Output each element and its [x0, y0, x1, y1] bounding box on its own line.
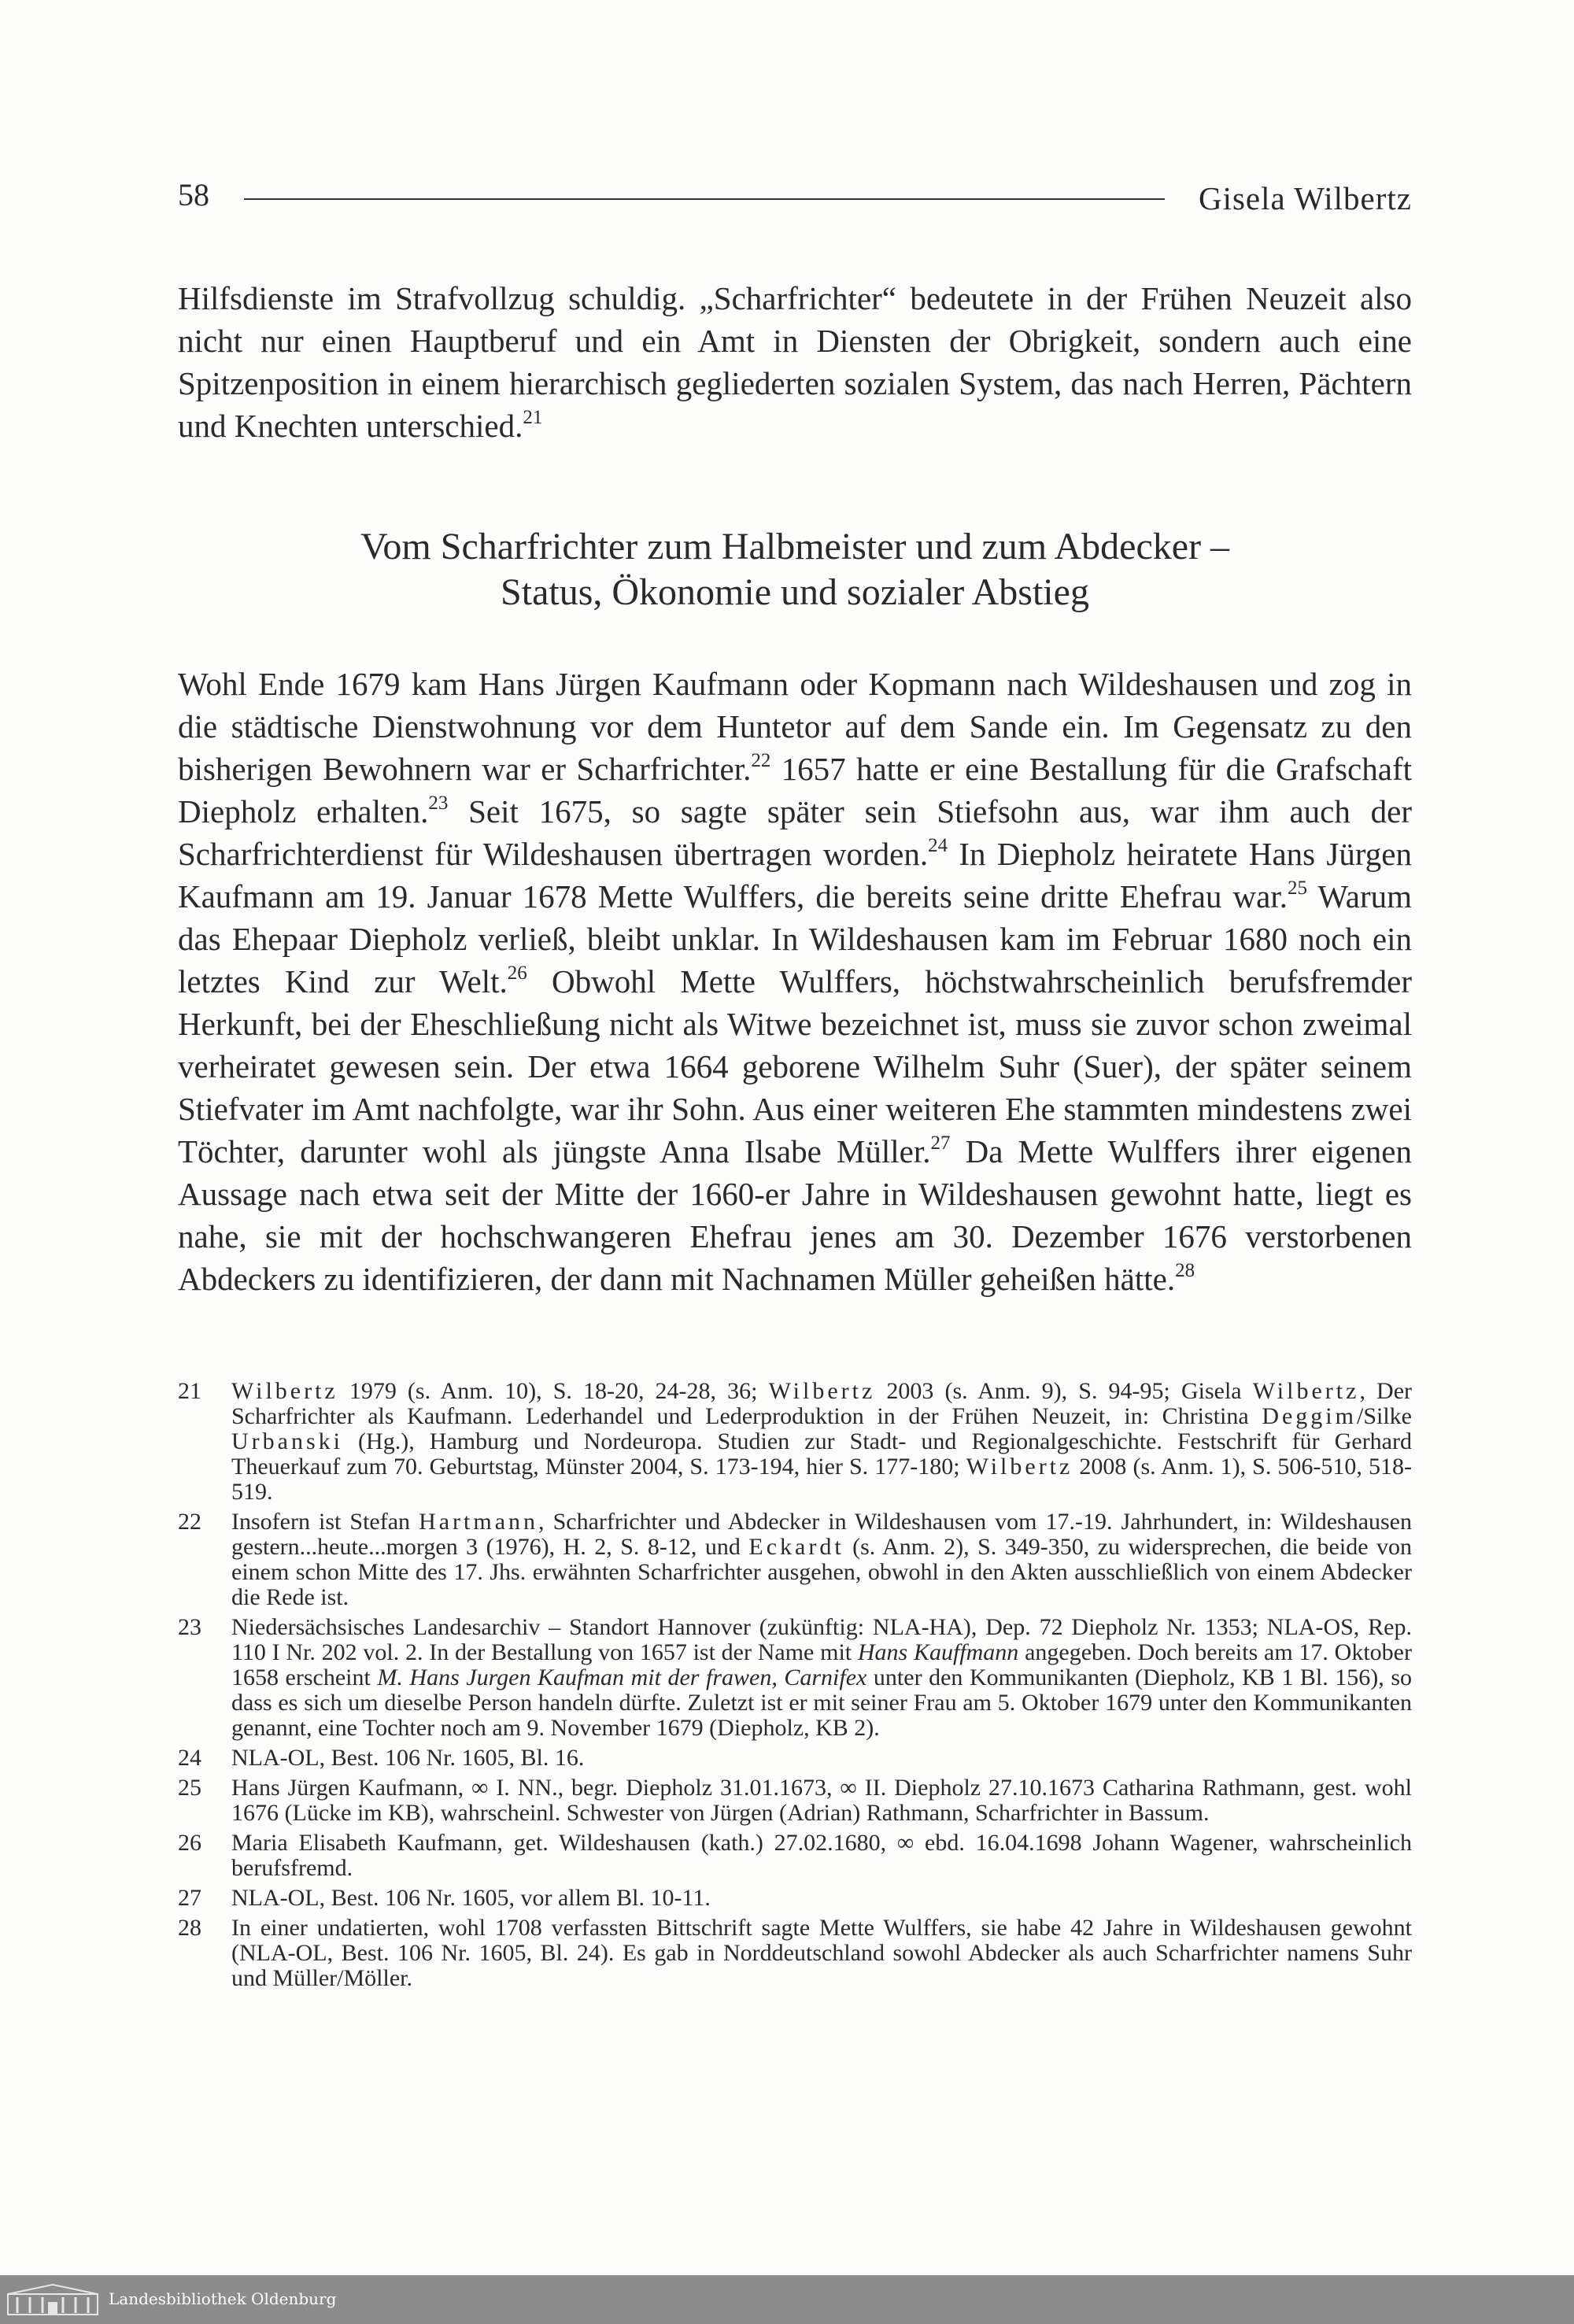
footer-bar: [0, 2275, 1574, 2324]
footnotes: [178, 1379, 1412, 1996]
footnote-segment: , Der Scharfrichter als Kaufmann. Lederhandel und Lederproduktion in der Frühen Neuzeit, in: Christina: [231, 1378, 1412, 1429]
author-name: Wilbertz: [1252, 1378, 1360, 1404]
footnote-text: In einer undatierten, wohl 1708 verfassten Bittschrift sagte Mette Wulffers, sie habe 42 Jahre in Wildeshausen gewohnt (NLA-OL, Best. 106 Nr. 1605, Bl. 24). Es gab in Norddeutschland sowohl Abdecker als auch Scharfrichter namens Suhr und Müller/Möller.: [231, 1915, 1412, 1991]
author-name: Deggim: [1262, 1403, 1357, 1429]
footnote-text: [231, 1509, 1412, 1610]
footnote-segment: (s. Anm. 2), S. 349-350, zu widersprechen, die beide von einem schon Mitte des 17. Jhs. erwähnten Scharfrichter ausgehen, obwohl in den Akten ausschließlich von einem Abdecker die Rede ist.: [231, 1534, 1412, 1610]
author-name: Wilbertz: [966, 1454, 1073, 1480]
footnote-segment: 2003 (s. Anm. 9), S. 94-95; Gisela: [875, 1378, 1253, 1404]
footnote-number: 23: [178, 1614, 201, 1640]
footnote-ref: 25: [1288, 878, 1307, 900]
sentence: Warum das Ehepaar Diepholz verließ, bleibt unklar. In Wildeshausen kam im Februar 1680 noch ein letztes Kind zur Welt.: [178, 878, 1412, 999]
running-head: [178, 176, 1412, 220]
paragraph-main: [178, 663, 1412, 1300]
sentence: Wohl Ende 1679 kam Hans Jürgen Kaufmann oder Kopmann nach Wildeshausen und zog in die städtische Dienstwohnung vor dem Huntetor auf dem Sande ein. Im Gegensatz zu den bisherigen Bewohnern war er Scharfrichter.: [178, 666, 1412, 787]
sentence: 1657 hatte er eine Bestallung für die Grafschaft Diepholz erhalten.: [178, 751, 1412, 829]
running-head-author: Gisela Wilbertz: [1198, 180, 1412, 216]
footnote-24: [178, 1746, 1412, 1771]
footnote-segment: Insofern ist Stefan: [231, 1509, 419, 1535]
quoted-record: M. Hans Jurgen Kaufman mit der frawen, Carnifex: [377, 1664, 867, 1690]
footnote-number: 26: [178, 1830, 201, 1856]
footnote-text: NLA-OL, Best. 106 Nr. 1605, vor allem Bl. 10-11.: [231, 1885, 711, 1911]
footnote-ref: 23: [428, 793, 449, 815]
footnote-text: Maria Elisabeth Kaufmann, get. Wildeshausen (kath.) 27.02.1680, ∞ ebd. 16.04.1698 Johann Wagener, wahrscheinlich berufsfremd.: [231, 1830, 1412, 1881]
footnote-23: [178, 1615, 1412, 1741]
footnote-text: Hans Jürgen Kaufmann, ∞ I. NN., begr. Diepholz 31.01.1673, ∞ II. Diepholz 27.10.1673 Catharina Rathmann, gest. wohl 1676 (Lücke im KB), wahrscheinl. Schwester von Jürgen (Adrian) Rathmann, Scharfrichter in Bassum.: [231, 1775, 1412, 1826]
footnote-ref: 26: [507, 962, 527, 985]
footnote-number: 25: [178, 1775, 201, 1801]
footnote-number: 21: [178, 1378, 201, 1404]
footnote-segment: /Silke: [1356, 1403, 1412, 1429]
sentence: Obwohl Mette Wulffers, höchstwahrscheinlich berufsfremder Herkunft, bei der Eheschließung nicht als Witwe bezeichnet ist, muss sie zuvor schon zweimal verheiratet gewesen sein. Der etwa 1664 geborene Wilhelm Suhr (Suer), der später seinem Stiefvater im Amt nachfolgte, war ihr Sohn. Aus einer weiteren Ehe stammten mindestens zwei Töchter, darunter wohl als jüngste Anna Ilsabe Müller.: [178, 963, 1412, 1169]
footnote-segment: angegeben. Doch bereits am 17. Oktober 1658 erscheint: [231, 1639, 1412, 1690]
section-title-line-2: Status, Ökonomie und sozialer Abstieg: [501, 571, 1089, 613]
footnote-number: 27: [178, 1885, 201, 1911]
footnote-26: [178, 1831, 1412, 1881]
footnote-21: [178, 1379, 1412, 1505]
paragraph-intro: [178, 277, 1412, 447]
section-title-line-1: Vom Scharfrichter zum Halbmeister und zum Abdecker –: [360, 526, 1230, 567]
footnote-text: [231, 1615, 1412, 1741]
author-name: Eckardt: [748, 1534, 844, 1560]
footnote-segment: (Hg.), Hamburg und Nordeuropa. Studien zur Stadt- und Regionalgeschichte. Festschrift für Gerhard Theuerkauf zum 70. Geburtstag, Münster 2004, S. 173-194, hier S. 177-180;: [231, 1428, 1412, 1480]
footnote-ref: 27: [930, 1132, 951, 1155]
footnote-25: [178, 1775, 1412, 1826]
footnote-number: 22: [178, 1509, 201, 1535]
sentence: Da Mette Wulffers ihrer eigenen Aussage nach etwa seit der Mitte der 1660-er Jahre in Wildeshausen gewohnt hatte, liegt es nahe, sie mit der hochschwangeren Ehefrau jenes am 30. Dezember 1676 verstorbenen Abdeckers zu identifizieren, der dann mit Nachnamen Müller geheißen hätte.: [178, 1133, 1413, 1297]
library-building-icon: [6, 2283, 99, 2316]
author-name: Wilbertz: [231, 1378, 338, 1404]
footnote-ref: 22: [751, 750, 771, 772]
footnote-segment: Niedersächsisches Landesarchiv – Standort Hannover (zukünftig: NLA-HA), Dep. 72 Diepholz Nr. 1353; NLA-OS, Rep. 110 I Nr. 202 vol. 2. In der Bestallung von 1657 ist der Name mit: [231, 1614, 1412, 1665]
paragraph-text: Hilfsdienste im Strafvollzug schuldig. „Scharfrichter“ bedeutete in der Frühen Neuzeit also nicht nur einen Hauptberuf und ein Amt in Diensten der Obrigkeit, sondern auch eine Spitzenposition in einem hierarchisch gegliederten sozialen System, das nach Herren, Pächtern und Knechten unterschied.: [178, 280, 1412, 444]
footnote-segment: 1979 (s. Anm. 10), S. 18-20, 24-28, 36;: [338, 1378, 769, 1404]
quoted-name: Hans Kauffmann: [857, 1639, 1019, 1665]
footer-label: Landesbibliothek Oldenburg: [109, 2289, 337, 2308]
footnote-text: [231, 1379, 1412, 1505]
footnote-segment: unter den Kommunikanten (Diepholz, KB 1 Bl. 156), so dass es sich um dieselbe Person handeln dürfte. Zuletzt ist er mit seiner Frau am 5. Oktober 1679 unter den Kommunikanten genannt, eine Tochter noch am 9. November 1679 (Diepholz, KB 2).: [231, 1664, 1413, 1741]
footnote-ref: 21: [523, 407, 543, 429]
section-heading: [178, 524, 1412, 615]
footnote-ref: 24: [928, 835, 948, 857]
footnote-number: 28: [178, 1915, 201, 1941]
footnote-segment: 2008 (s. Anm. 1), S. 506-510, 518-519.: [231, 1454, 1412, 1505]
author-name: Wilbertz: [768, 1378, 876, 1404]
author-name: Hartmann: [419, 1509, 539, 1535]
footnote-27: [178, 1886, 1412, 1911]
footnote-segment: , Scharfrichter und Abdecker in Wildeshausen vom 17.-19. Jahrhundert, in: Wildeshausen gestern...heute...morgen 3 (1976), H. 2, S. 8-12, und: [231, 1509, 1412, 1560]
sentence: Seit 1675, so sagte später sein Stiefsohn aus, war ihm auch der Scharfrichterdienst für Wildeshausen übertragen worden.: [178, 793, 1412, 872]
header-rule: [244, 198, 1165, 200]
sentence: In Diepholz heiratete Hans Jürgen Kaufmann am 19. Januar 1678 Mette Wulffers, die bereits seine dritte Ehefrau war.: [178, 836, 1413, 914]
footnote-number: 24: [178, 1745, 201, 1771]
footnote-ref: 28: [1175, 1260, 1195, 1282]
page-number: 58: [178, 177, 209, 212]
footnote-22: [178, 1509, 1412, 1610]
footnote-text: NLA-OL, Best. 106 Nr. 1605, Bl. 16.: [231, 1745, 585, 1771]
footnote-28: [178, 1916, 1412, 1991]
author-name: Urbanski: [231, 1428, 343, 1454]
